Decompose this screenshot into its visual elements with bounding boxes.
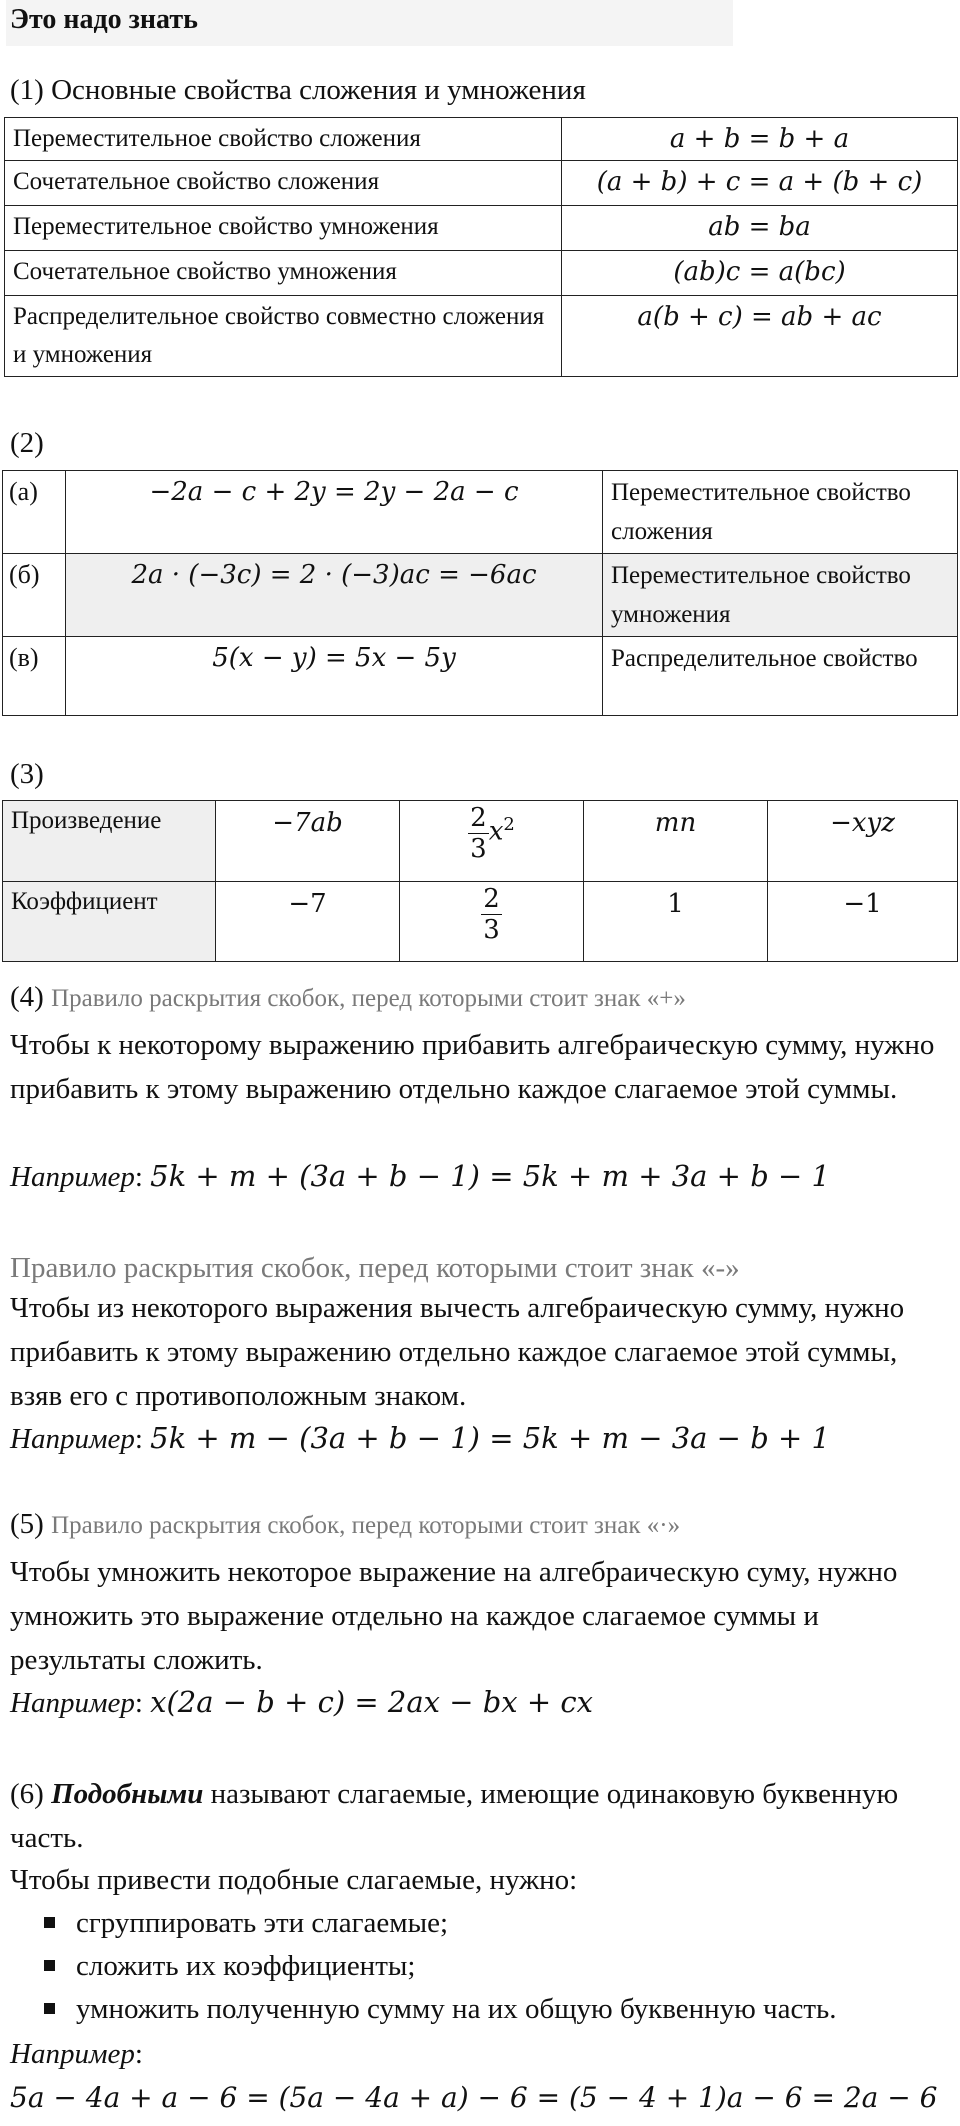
section-4-heading xyxy=(10,981,686,1014)
row-label-coefficient: Коэффициент xyxy=(3,882,216,962)
property-formula: (ab)c = a(bc) xyxy=(562,251,958,296)
row-label-product: Произведение xyxy=(3,801,216,882)
properties-table xyxy=(4,117,958,377)
bullet-icon xyxy=(44,1917,55,1928)
fraction-denominator: 3 xyxy=(483,915,500,945)
table-row xyxy=(3,554,958,637)
example-label: Например xyxy=(10,1423,135,1455)
page-title: Это надо знать xyxy=(10,4,198,35)
example-formula: 5k + m + (3a + b − 1) = 5k + m + 3a + b − 1 xyxy=(150,1159,830,1193)
property-formula: a(b + c) = ab + ac xyxy=(562,296,958,377)
coefficient-cell: 1 xyxy=(584,882,768,962)
product-cell-fraction xyxy=(400,801,584,882)
list-item xyxy=(40,1988,837,2031)
step-text: сложить их коэффициенты; xyxy=(76,1950,416,1982)
example-label: Например xyxy=(10,2038,135,2070)
definition-text: называют слагаемые, имеющие одинаковую буквенную часть. xyxy=(10,1778,899,1854)
coefficient-cell-fraction xyxy=(400,882,584,962)
rule-minus-text: Чтобы из некоторого выражения вычесть алгебраическую сумму, нужно прибавить к этому выражению отдельно каждое слагаемое этой суммы, взяв его с противоположным знаком. xyxy=(10,1292,905,1412)
bullet-icon xyxy=(44,2003,55,2014)
example-label: Например xyxy=(10,1687,135,1719)
section-6-definition xyxy=(10,1772,940,1860)
property-name: Сочетательное свойство сложения xyxy=(5,161,562,206)
example-plus: Например: 5k + m + (3a + b − 1) = 5k + m + 3a + b − 1 xyxy=(10,1159,830,1193)
table-row xyxy=(5,251,958,296)
example-label-line: Например: xyxy=(10,2038,143,2070)
step-text: умножить полученную сумму на их общую буквенную часть. xyxy=(76,1993,837,2025)
table-row xyxy=(5,161,958,206)
fraction-numerator: 2 xyxy=(470,803,487,833)
row-key: (в) xyxy=(3,637,66,716)
coefficients-table xyxy=(2,800,958,962)
example-formula: 5k + m − (3a + b − 1) = 5k + m − 3a − b + 1 xyxy=(150,1421,830,1455)
property-name: Переместительное свойство сложения xyxy=(5,118,562,161)
table-row xyxy=(3,882,958,962)
fraction-numerator: 2 xyxy=(483,884,500,914)
property-name: Распределительное свойство xyxy=(603,637,958,716)
variable: x xyxy=(488,816,504,847)
table-row xyxy=(3,801,958,882)
steps-intro: Чтобы привести подобные слагаемые, нужно: xyxy=(10,1864,578,1896)
section-5-heading xyxy=(10,1508,680,1541)
property-formula: a + b = b + a xyxy=(562,118,958,161)
example-formula: 5(x − y) = 5x − 5y xyxy=(66,637,603,716)
rule-mult-text: Чтобы умножить некоторое выражение на алгебраическую суму, нужно умножить это выражение отдельно на каждое слагаемое суммы и результаты сложить. xyxy=(10,1556,898,1676)
example-minus: Например: 5k + m − (3a + b − 1) = 5k + m − 3a − b + 1 xyxy=(10,1421,830,1455)
property-name: Сочетательное свойство умножения xyxy=(5,251,562,296)
example-formula: x(2a − b + c) = 2ax − bx + cx xyxy=(150,1685,593,1719)
property-name: Переместительное свойство сложения xyxy=(603,471,958,554)
table-row xyxy=(5,118,958,161)
table-row xyxy=(3,637,958,716)
section-3-heading: (3) xyxy=(10,758,44,790)
rule-title: Правило раскрытия скобок, перед которыми стоит знак «+» xyxy=(51,985,686,1012)
bullet-icon xyxy=(44,1960,55,1971)
table-row xyxy=(5,206,958,251)
example-mult: Например: x(2a − b + c) = 2ax − bx + cx xyxy=(10,1685,593,1719)
rule-minus-title: Правило раскрытия скобок, перед которыми стоит знак «-» xyxy=(10,1252,740,1284)
exponent: 2 xyxy=(503,813,515,835)
coefficient-cell: −7 xyxy=(216,882,400,962)
property-formula: ab = ba xyxy=(562,206,958,251)
coefficient-cell: −1 xyxy=(768,882,958,962)
property-name: Распределительное свойство совместно сложения и умножения xyxy=(5,296,562,377)
example-label: Например xyxy=(10,1161,135,1193)
product-cell: −xyz xyxy=(768,801,958,882)
fraction xyxy=(468,803,489,864)
list-item xyxy=(40,1945,837,1988)
row-key: (б) xyxy=(3,554,66,637)
section-number: (6) xyxy=(10,1778,44,1810)
rule-title: Правило раскрытия скобок, перед которыми стоит знак «·» xyxy=(51,1512,681,1539)
table-row xyxy=(5,296,958,377)
steps-list xyxy=(40,1902,837,2031)
section-2-heading: (2) xyxy=(10,427,44,459)
example-formula: 2a · (−3c) = 2 · (−3)ac = −6ac xyxy=(66,554,603,637)
fraction-denominator: 3 xyxy=(470,834,487,864)
property-formula: (a + b) + c = a + (b + c) xyxy=(562,161,958,206)
product-cell: −7ab xyxy=(216,801,400,882)
step-text: сгруппировать эти слагаемые; xyxy=(76,1907,449,1939)
fraction xyxy=(481,884,502,945)
row-key: (а) xyxy=(3,471,66,554)
section-1-heading: (1) Основные свойства сложения и умножения xyxy=(10,74,586,106)
list-item xyxy=(40,1902,837,1945)
example-formula: 5a − 4a + a − 6 = (5a − 4a + a) − 6 = (5 − 4 + 1)a − 6 = 2a − 6 xyxy=(10,2081,938,2114)
rule-plus-text: Чтобы к некоторому выражению прибавить алгебраическую сумму, нужно прибавить к этому выражению отдельно каждое слагаемое этой суммы. xyxy=(10,1029,935,1105)
product-cell: mn xyxy=(584,801,768,882)
term: Подобными xyxy=(51,1778,204,1810)
section-number: (5) xyxy=(10,1508,44,1540)
example-formula: −2a − c + 2y = 2y − 2a − c xyxy=(66,471,603,554)
property-name: Переместительное свойство умножения xyxy=(603,554,958,637)
table-row xyxy=(3,471,958,554)
section-number: (4) xyxy=(10,981,44,1013)
examples-table xyxy=(2,470,958,716)
property-name: Переместительное свойство умножения xyxy=(5,206,562,251)
